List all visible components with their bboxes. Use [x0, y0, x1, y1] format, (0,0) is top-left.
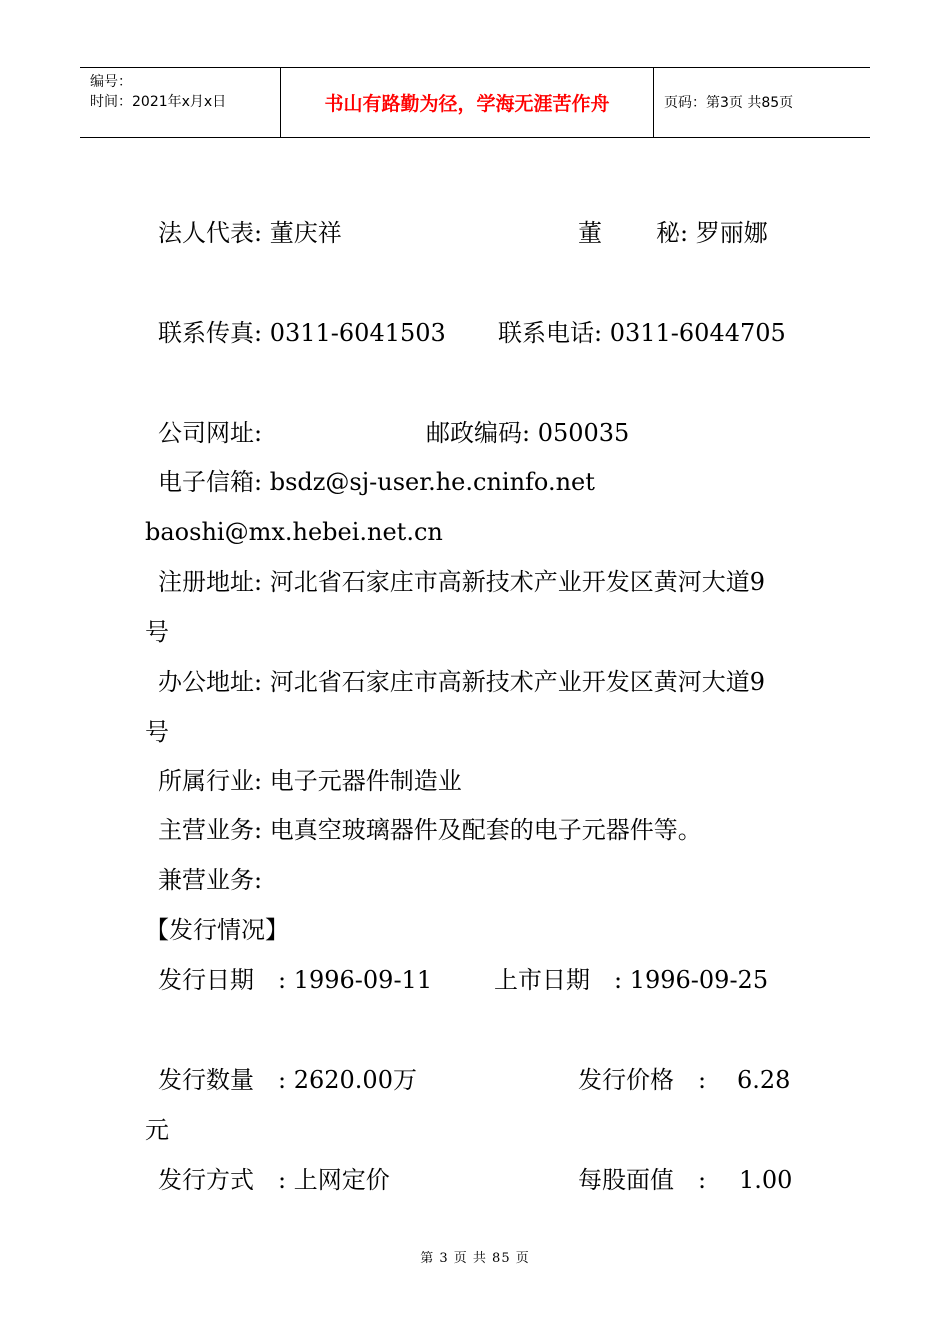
header-page-info: 页码：第3页 共85页 — [664, 95, 794, 111]
doc-number-label: 编号： — [90, 74, 132, 90]
issue-price-value: 6.28 — [737, 1066, 791, 1094]
doc-date-label: 时间：2021年x月x日 — [90, 94, 227, 110]
contact-phone: 联系电话: 0311-6044705 — [498, 319, 786, 347]
office-address: 办公地址: 河北省石家庄市高新技术产业开发区黄河大道9 — [158, 668, 765, 696]
listing-date: 上市日期 : 1996-09-25 — [494, 966, 769, 994]
header-divider — [653, 68, 654, 137]
main-business: 主营业务: 电真空玻璃器件及配套的电子元器件等。 — [158, 816, 702, 844]
legal-representative: 法人代表: 董庆祥 — [158, 219, 342, 247]
secretary-value: 秘: 罗丽娜 — [656, 219, 768, 247]
registered-address: 注册地址: 河北省石家庄市高新技术产业开发区黄河大道9 — [158, 568, 765, 596]
email-primary: 电子信箱: bsdz@sj-user.he.cninfo.net — [158, 468, 595, 496]
registered-address-cont: 号 — [145, 618, 169, 646]
section-title: 【发行情况】 — [145, 916, 289, 944]
company-website: 公司网址: — [158, 419, 263, 447]
page-footer: 第 3 页 共 85 页 — [420, 1251, 530, 1266]
par-value-label: 每股面值 : — [578, 1166, 707, 1194]
email-secondary: baoshi@mx.hebei.net.cn — [145, 518, 443, 546]
contact-fax: 联系传真: 0311-6041503 — [158, 319, 446, 347]
industry: 所属行业: 电子元器件制造业 — [158, 767, 462, 795]
secretary-label: 董 — [578, 219, 602, 247]
page-header — [80, 67, 870, 138]
issue-method: 发行方式 : 上网定价 — [158, 1166, 390, 1194]
postcode: 邮政编码: 050035 — [426, 419, 630, 447]
side-business: 兼营业务: — [158, 866, 263, 894]
issue-amount: 发行数量 : 2620.00万 — [158, 1066, 417, 1094]
issue-price-unit: 元 — [145, 1116, 169, 1144]
header-meta — [80, 68, 280, 137]
par-value-value: 1.00 — [739, 1166, 793, 1194]
issue-price-label: 发行价格 : — [578, 1066, 707, 1094]
issue-date: 发行日期 : 1996-09-11 — [158, 966, 433, 994]
office-address-cont: 号 — [145, 718, 169, 746]
header-motto: 书山有路勤为径，学海无涯苦作舟 — [324, 93, 610, 115]
